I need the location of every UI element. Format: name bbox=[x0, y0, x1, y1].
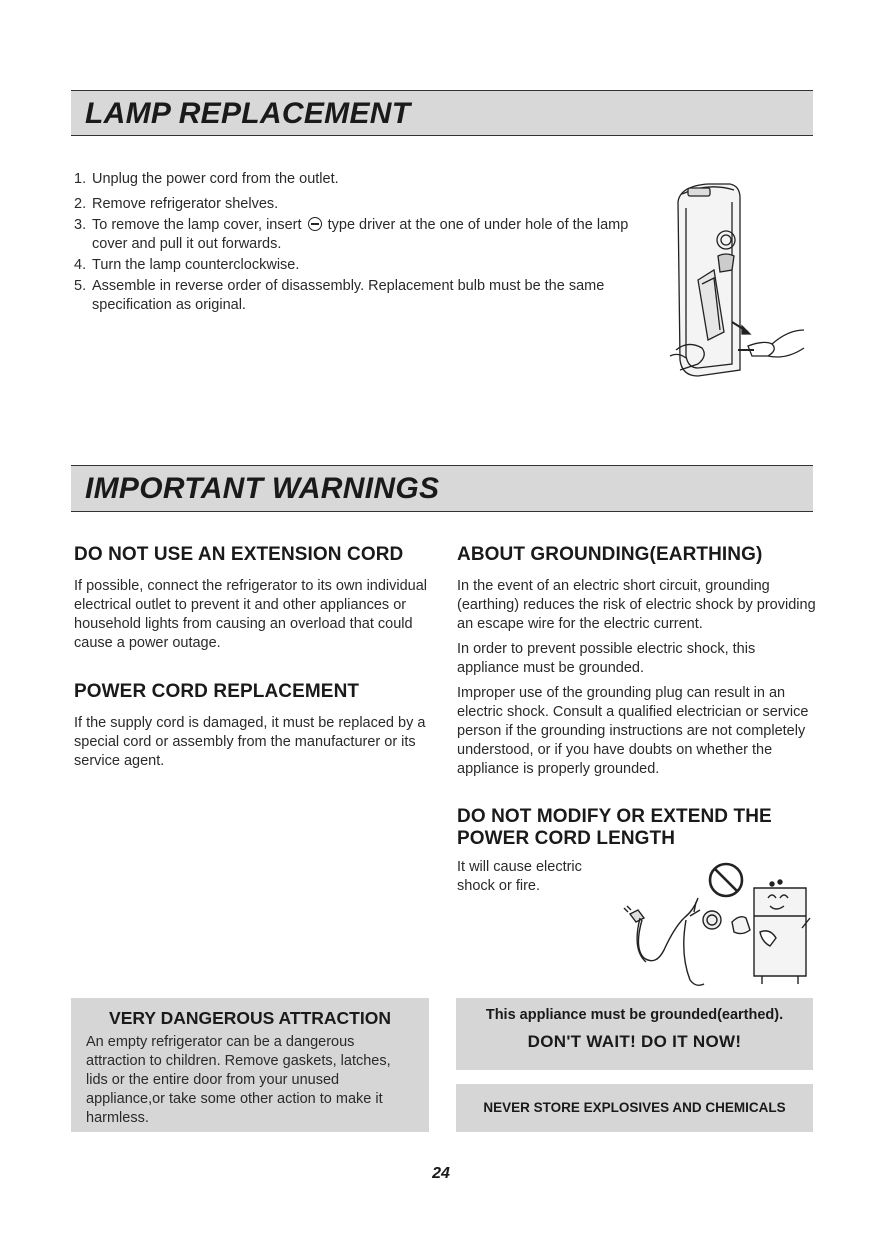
list-item bbox=[74, 256, 644, 275]
step-number: 2. bbox=[74, 196, 87, 212]
step-text: Unplug the power cord from the outlet. bbox=[92, 171, 339, 187]
modify-cord-body: It will cause electric shock or fire. bbox=[457, 859, 582, 894]
grounding-paragraph: In the event of an electric short circuit, grounding (earthing) reduces the risk of electric shock by providing an escape wire for the electric current. bbox=[457, 578, 816, 632]
grounding-heading: ABOUT GROUNDING(EARTHING) bbox=[457, 544, 763, 565]
page-number: 24 bbox=[432, 1165, 450, 1182]
extension-cord-prohibited-illustration bbox=[620, 858, 815, 988]
flathead-driver-icon bbox=[308, 217, 322, 231]
grounding-paragraph: In order to prevent possible electric shock, this appliance must be grounded. bbox=[457, 641, 756, 676]
dangerous-attraction-heading: VERY DANGEROUS ATTRACTION bbox=[109, 1008, 391, 1028]
list-item bbox=[74, 170, 644, 189]
grounding-paragraph: Improper use of the grounding plug can result in an electric shock. Consult a qualified electrician or service person if the grounding instructions are not completely understood, or if you have doubts on whether the appliance is properly grounded. bbox=[457, 685, 809, 777]
list-item bbox=[74, 277, 644, 315]
explosives-notice-box bbox=[456, 1084, 813, 1132]
grounded-notice-text: This appliance must be grounded(earthed). bbox=[485, 1007, 784, 1023]
extension-cord-heading: DO NOT USE AN EXTENSION CORD bbox=[74, 544, 404, 565]
important-warnings-title: IMPORTANT WARNINGS bbox=[85, 472, 440, 505]
power-cord-section bbox=[74, 681, 434, 771]
list-item bbox=[74, 195, 644, 214]
step-text: Turn the lamp counterclockwise. bbox=[92, 257, 300, 273]
step-number: 3. bbox=[74, 217, 87, 233]
lamp-replacement-title: LAMP REPLACEMENT bbox=[85, 97, 411, 130]
grounded-notice-box bbox=[456, 998, 813, 1070]
lamp-replacement-banner bbox=[71, 90, 813, 136]
lamp-steps-list bbox=[74, 170, 644, 317]
power-cord-heading: POWER CORD REPLACEMENT bbox=[74, 681, 360, 702]
dangerous-attraction-body: An empty refrigerator can be a dangerous attraction to children. Remove gaskets, latches, lids or the entire door from your unused appliance,or take some other action to make it harmless. bbox=[86, 1034, 391, 1126]
grounding-section bbox=[457, 544, 817, 785]
step-text bbox=[92, 216, 644, 254]
step-number: 1. bbox=[74, 171, 87, 187]
extension-cord-section bbox=[74, 544, 434, 653]
step-number: 5. bbox=[74, 278, 87, 294]
step-text-before: To remove the lamp cover, insert bbox=[92, 217, 302, 233]
list-item bbox=[74, 216, 644, 254]
modify-cord-heading: DO NOT MODIFY OR EXTEND THE POWER CORD LENGTH bbox=[457, 806, 772, 849]
step-text: Assemble in reverse order of disassembly. Replacement bulb must be the same specification as original. bbox=[92, 278, 605, 313]
step-number: 4. bbox=[74, 257, 87, 273]
lamp-cover-illustration bbox=[668, 180, 808, 380]
step-text: Remove refrigerator shelves. bbox=[92, 196, 279, 212]
do-it-now-text: DON'T WAIT! DO IT NOW! bbox=[527, 1032, 742, 1051]
extension-cord-body: If possible, connect the refrigerator to its own individual electrical outlet to prevent it and other appliances or household lights from causing an overload that could cause a power outage. bbox=[74, 578, 428, 651]
important-warnings-banner bbox=[71, 465, 813, 512]
dangerous-attraction-box bbox=[71, 998, 429, 1132]
step-text-after: type driver at the one of under hole of the lamp cover and pull it out forwards. bbox=[92, 217, 629, 252]
power-cord-body: If the supply cord is damaged, it must be replaced by a special cord or assembly from the manufacturer or its service agent. bbox=[74, 715, 426, 769]
explosives-notice-text: NEVER STORE EXPLOSIVES AND CHEMICALS bbox=[483, 1100, 786, 1115]
